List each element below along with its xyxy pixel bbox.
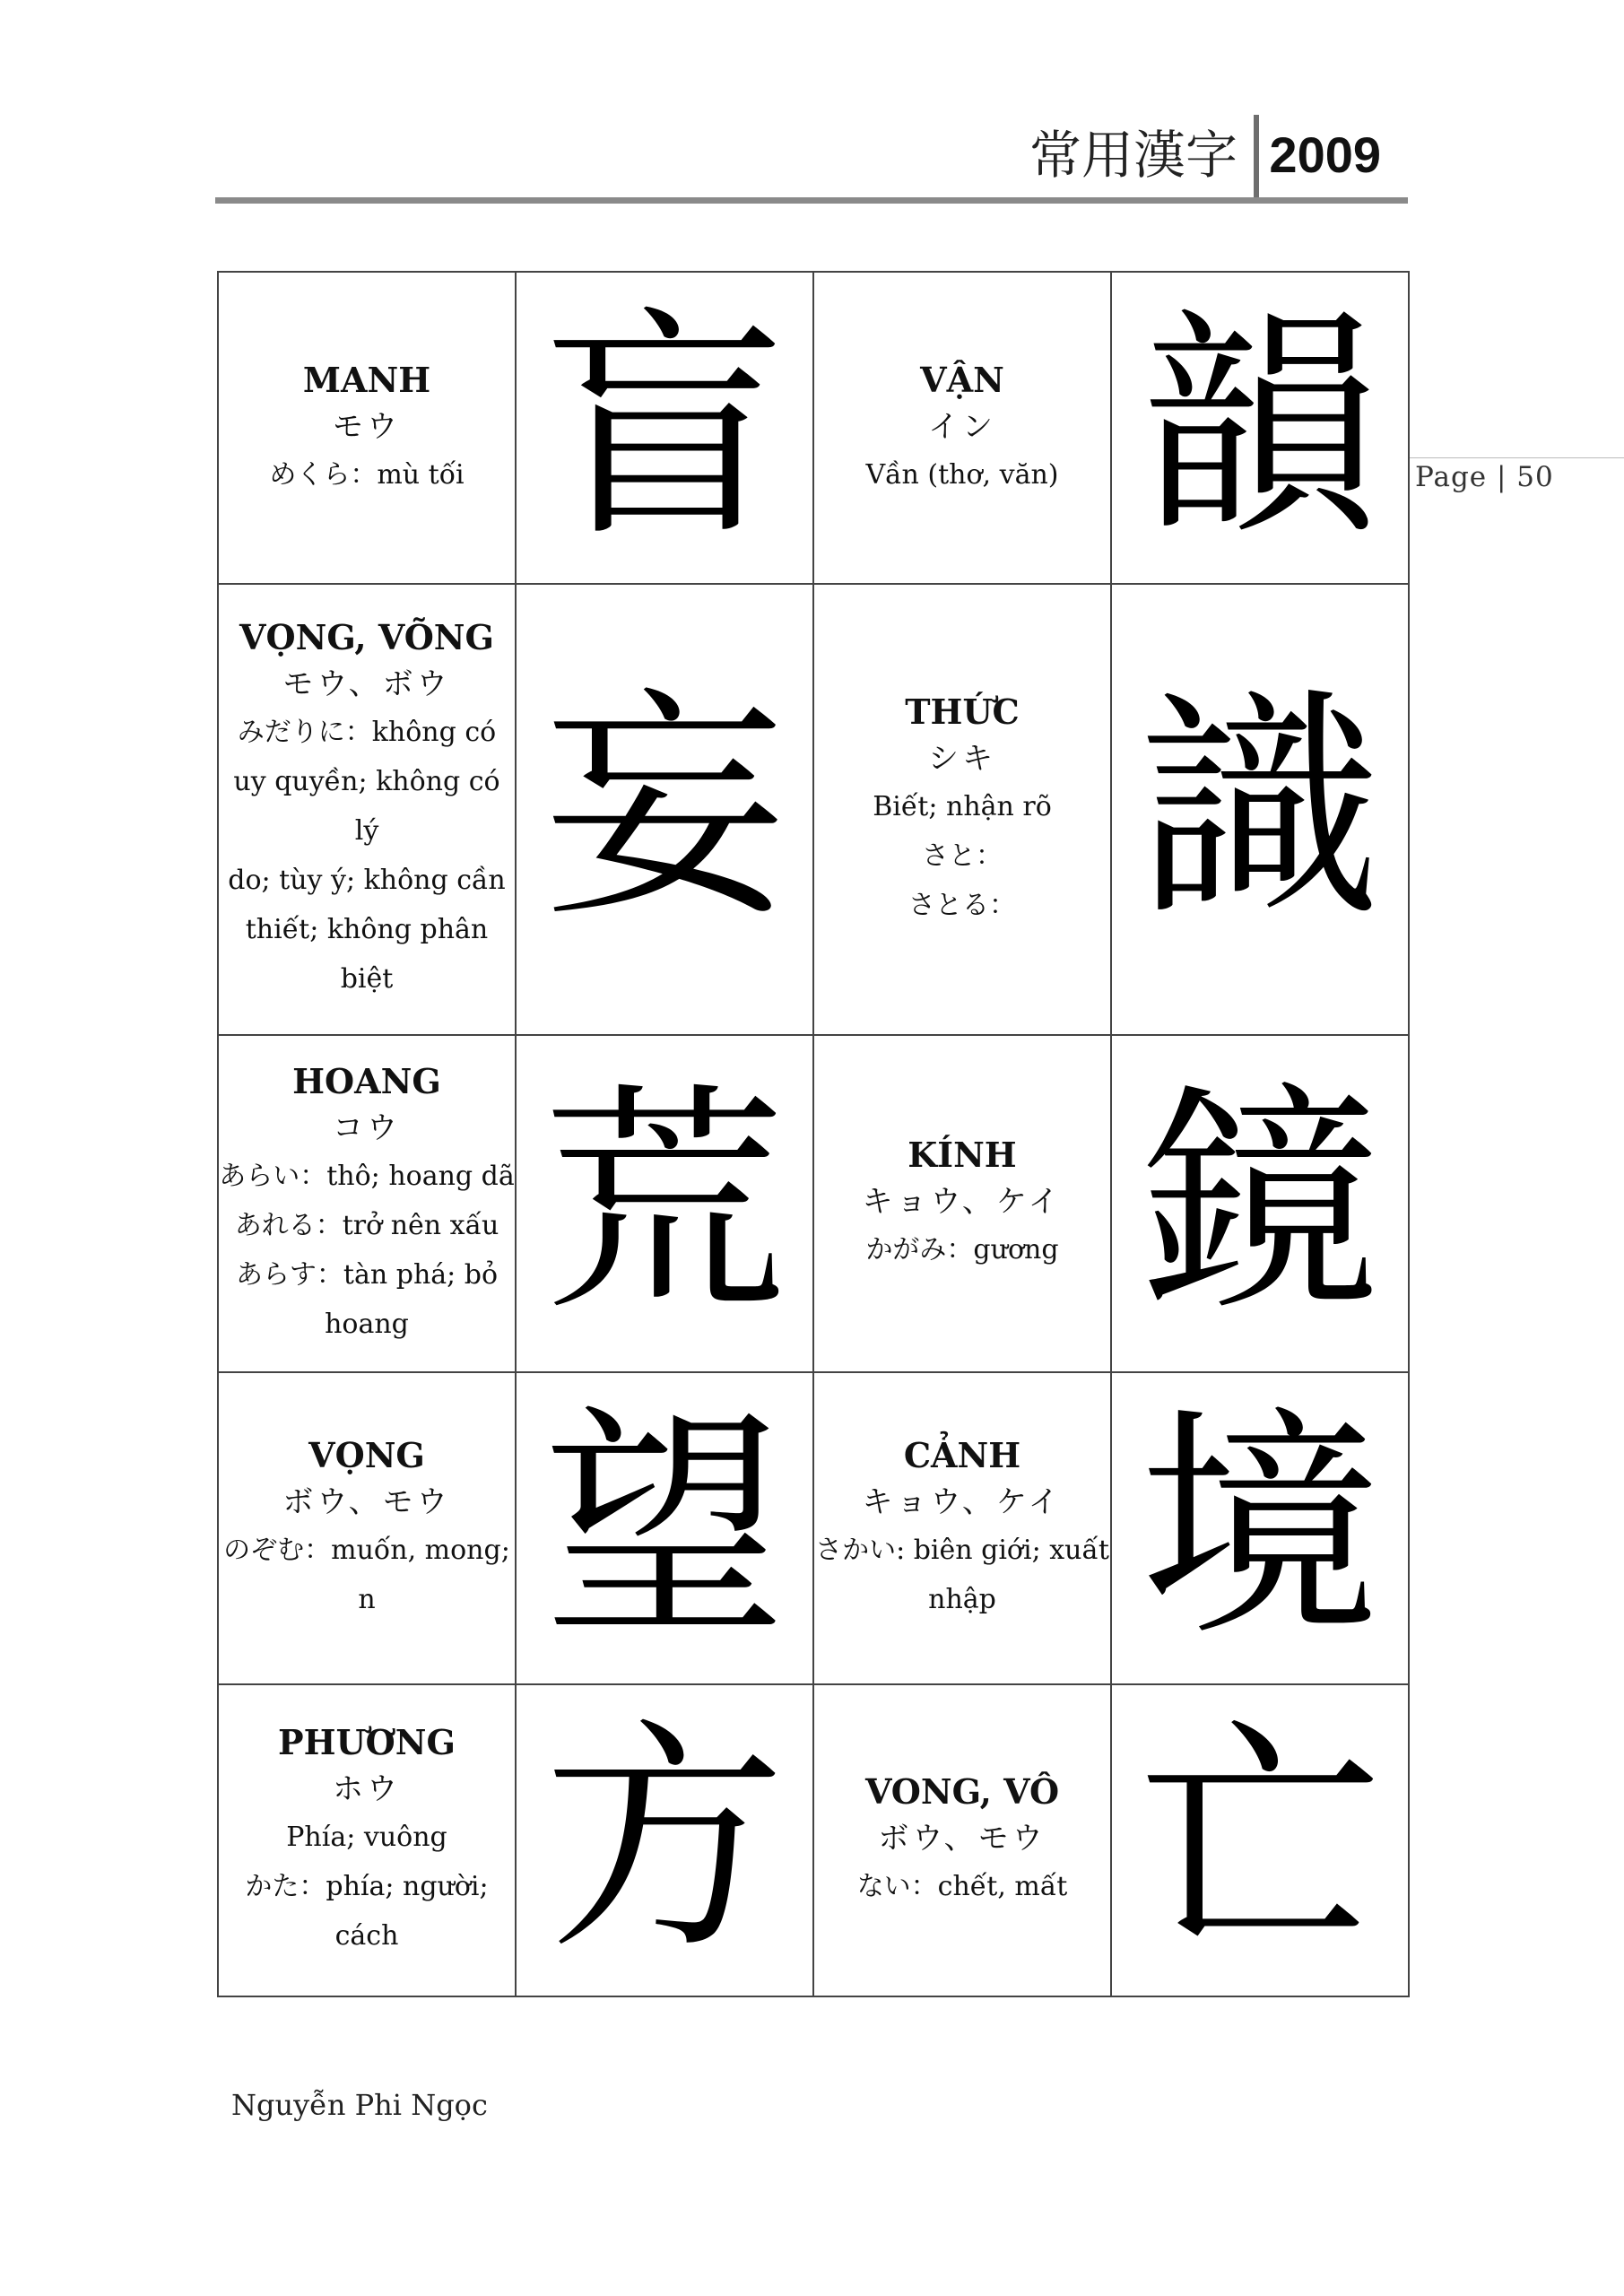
page-number-rule — [1410, 457, 1624, 458]
meaning-line: あらい：thô; hoang dã — [219, 1160, 515, 1192]
kanji-info-cell — [218, 272, 516, 584]
han-viet-reading: MANH — [302, 359, 431, 400]
on-reading: シキ — [928, 740, 996, 777]
on-reading: コウ — [333, 1109, 401, 1146]
on-reading: ボウ、モウ — [878, 1821, 1046, 1857]
kanji-cell — [1111, 1035, 1409, 1372]
header-year: 2009 — [1269, 126, 1381, 183]
han-viet-reading: VỌNG, VÕNG — [239, 617, 494, 658]
kanji-cell — [1111, 1372, 1409, 1684]
kanji-info-cell — [813, 272, 1111, 584]
kanji-character: 亡 — [1139, 1698, 1381, 1981]
meaning-line: hoang — [325, 1308, 409, 1340]
meaning-line: あらす：tàn phá; bỏ — [235, 1258, 499, 1291]
meaning-line: Phía; vuông — [286, 1822, 447, 1854]
header-separator — [1254, 115, 1259, 197]
on-reading: ボウ、モウ — [282, 1483, 451, 1520]
kanji-character: 望 — [543, 1386, 786, 1669]
han-viet-reading: PHƯƠNG — [278, 1722, 456, 1763]
kanji-cell — [1111, 272, 1409, 584]
han-viet-reading: THỨC — [905, 691, 1020, 732]
meaning-line: さかい: biên giới; xuất — [815, 1534, 1109, 1566]
kanji-character: 荒 — [543, 1061, 786, 1344]
kanji-info-cell — [813, 1035, 1111, 1372]
kanji-info-cell — [813, 1684, 1111, 1996]
on-reading: モウ、ボウ — [282, 666, 451, 703]
on-reading: キョウ、ケイ — [862, 1483, 1063, 1520]
kanji-table — [217, 271, 1410, 1997]
kanji-info-cell — [218, 1684, 516, 1996]
han-viet-reading: HOANG — [292, 1060, 441, 1101]
meaning-line: cách — [334, 1920, 399, 1952]
meaning-line: ない：chết, mất — [856, 1871, 1068, 1903]
on-reading: キョウ、ケイ — [862, 1184, 1063, 1221]
meaning-line: さとる： — [908, 889, 1016, 921]
kanji-cell — [516, 272, 813, 584]
kanji-character: 妄 — [543, 667, 786, 951]
kanji-cell — [1111, 584, 1409, 1035]
page-header — [215, 115, 1408, 201]
kanji-cell — [1111, 1684, 1409, 1996]
table-row — [218, 584, 1409, 1035]
kanji-character: 境 — [1139, 1386, 1381, 1669]
meaning-line: のぞむ：muốn, mong; — [223, 1534, 510, 1566]
han-viet-reading: CẢNH — [903, 1434, 1021, 1475]
header-title: 常用漢字 — [1029, 125, 1238, 186]
han-viet-reading: KÍNH — [908, 1135, 1017, 1176]
table-row — [218, 272, 1409, 584]
han-viet-reading: VỌNG — [308, 1434, 425, 1475]
kanji-cell — [516, 1035, 813, 1372]
table-row — [218, 1372, 1409, 1684]
on-reading: イン — [928, 408, 996, 445]
meaning-line: さと： — [922, 839, 1003, 872]
kanji-info-cell — [218, 1035, 516, 1372]
han-viet-reading: VẬN — [920, 359, 1004, 400]
kanji-cell — [516, 1372, 813, 1684]
meaning-line: みだりに：không có — [237, 717, 497, 749]
kanji-character: 鏡 — [1139, 1061, 1381, 1344]
on-reading: ホウ — [333, 1771, 401, 1808]
footer-author: Nguyễn Phi Ngọc — [231, 2088, 488, 2122]
meaning-line: nhập — [928, 1583, 996, 1615]
han-viet-reading: VONG, VÔ — [864, 1771, 1060, 1813]
kanji-cell — [516, 1684, 813, 1996]
kanji-info-cell — [813, 1372, 1111, 1684]
on-reading: モウ — [333, 408, 401, 445]
kanji-info-cell — [218, 584, 516, 1035]
meaning-line: do; tùy ý; không cần — [228, 865, 506, 897]
table-row — [218, 1684, 1409, 1996]
meaning-line: Vần (thơ, văn) — [865, 458, 1059, 491]
meaning-line: めくら：mù tối — [269, 458, 465, 491]
meaning-line: thiết; không phân biệt — [245, 914, 489, 996]
meaning-line: Biết; nhận rõ — [873, 790, 1052, 822]
kanji-character: 韻 — [1139, 286, 1381, 570]
kanji-character: 識 — [1139, 667, 1381, 951]
meaning-line: n — [358, 1583, 376, 1615]
meaning-line: かがみ：gương — [865, 1234, 1059, 1266]
kanji-cell — [516, 584, 813, 1035]
kanji-character: 方 — [543, 1698, 786, 1981]
kanji-info-cell — [218, 1372, 516, 1684]
table-row — [218, 1035, 1409, 1372]
kanji-character: 盲 — [543, 286, 786, 570]
header-rule — [215, 197, 1408, 204]
kanji-info-cell — [813, 584, 1111, 1035]
meaning-line: かた：phía; người; — [245, 1871, 489, 1903]
meaning-line: uy quyền; không có lý — [233, 766, 500, 848]
page-number: Page | 50 — [1415, 461, 1554, 493]
meaning-line: あれる：trở nên xấu — [234, 1209, 499, 1241]
